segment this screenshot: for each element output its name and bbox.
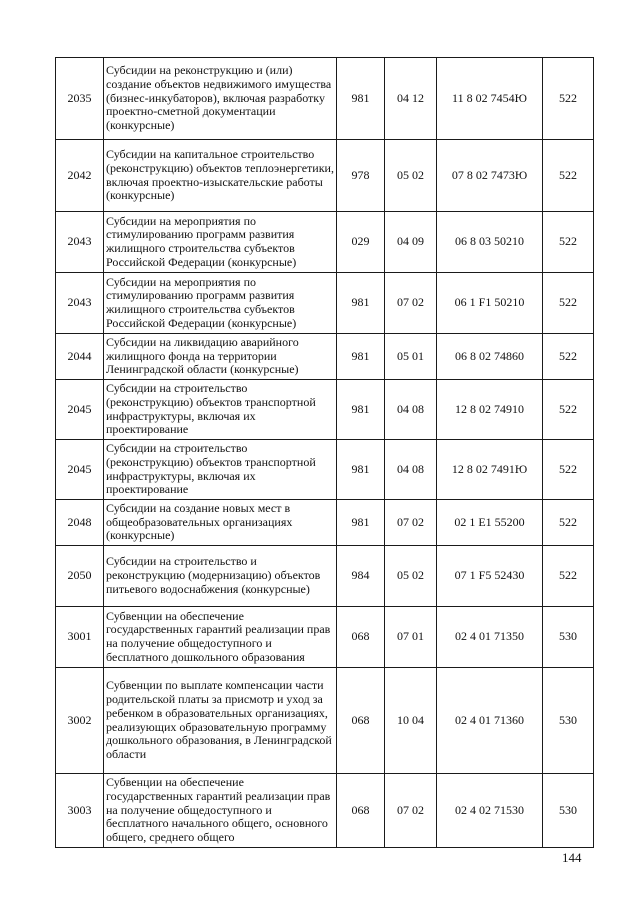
row-target-code: 02 4 01 71350 [437, 607, 543, 668]
row-name: Субсидии на строительство (реконструкцию) объектов транспортной инфраструктуры, включая их проектирование [104, 440, 337, 500]
row-target-code: 12 8 02 74910 [437, 380, 543, 440]
row-admin-code: 978 [337, 140, 385, 212]
row-code: 2043 [56, 273, 104, 334]
table-row [56, 440, 594, 500]
row-section-code: 05 01 [385, 334, 437, 380]
row-name: Субсидии на мероприятия по стимулированию программ развития жилищного строительства субъектов Российской Федерации (конкурсные) [104, 273, 337, 334]
row-name: Субвенции на обеспечение государственных гарантий реализации прав на получение общедоступного и бесплатного начального общего, основного общего, среднего общего [104, 774, 337, 848]
row-name: Субсидии на реконструкцию и (или) создание объектов недвижимого имущества (бизнес-инкубаторов), включая разработку проектно-сметной документации (конкурсные) [104, 58, 337, 140]
row-expense-type: 522 [543, 334, 594, 380]
row-admin-code: 984 [337, 546, 385, 607]
row-section-code: 05 02 [385, 546, 437, 607]
row-section-code: 07 02 [385, 500, 437, 546]
row-expense-type: 522 [543, 380, 594, 440]
row-admin-code: 981 [337, 58, 385, 140]
row-admin-code: 981 [337, 334, 385, 380]
row-name: Субсидии на ликвидацию аварийного жилищного фонда на территории Ленинградской области (конкурсные) [104, 334, 337, 380]
table-row [56, 607, 594, 668]
row-section-code: 07 02 [385, 774, 437, 848]
row-target-code: 06 8 03 50210 [437, 212, 543, 273]
row-code: 2044 [56, 334, 104, 380]
row-admin-code: 068 [337, 607, 385, 668]
table-row [56, 273, 594, 334]
row-expense-type: 522 [543, 140, 594, 212]
row-target-code: 07 1 F5 52430 [437, 546, 543, 607]
row-admin-code: 981 [337, 273, 385, 334]
row-code: 2042 [56, 140, 104, 212]
row-code: 3002 [56, 668, 104, 774]
row-name: Субсидии на строительство и реконструкцию (модернизацию) объектов питьевого водоснабжения (конкурсные) [104, 546, 337, 607]
row-admin-code: 029 [337, 212, 385, 273]
row-expense-type: 522 [543, 546, 594, 607]
table-row [56, 668, 594, 774]
row-admin-code: 981 [337, 380, 385, 440]
row-section-code: 10 04 [385, 668, 437, 774]
row-code: 2043 [56, 212, 104, 273]
row-name: Субвенции на обеспечение государственных гарантий реализации прав на получение общедоступного и бесплатного дошкольного образования [104, 607, 337, 668]
row-name: Субвенции по выплате компенсации части родительской платы за присмотр и уход за ребенком в образовательных организациях, реализующих образовательную программу дошкольного образования, в Ленинградской области [104, 668, 337, 774]
row-admin-code: 981 [337, 440, 385, 500]
row-target-code: 02 1 E1 55200 [437, 500, 543, 546]
row-expense-type: 530 [543, 668, 594, 774]
table-row [56, 58, 594, 140]
row-expense-type: 522 [543, 500, 594, 546]
row-target-code: 07 8 02 7473Ю [437, 140, 543, 212]
row-name: Субсидии на мероприятия по стимулированию программ развития жилищного строительства субъектов Российской Федерации (конкурсные) [104, 212, 337, 273]
row-name: Субсидии на капитальное строительство (реконструкцию) объектов теплоэнергетики, включая проектно-изыскательские работы (конкурсные) [104, 140, 337, 212]
row-admin-code: 068 [337, 668, 385, 774]
row-expense-type: 522 [543, 58, 594, 140]
row-expense-type: 522 [543, 440, 594, 500]
row-expense-type: 530 [543, 774, 594, 848]
row-admin-code: 068 [337, 774, 385, 848]
budget-table [55, 57, 594, 848]
table-row [56, 140, 594, 212]
row-expense-type: 522 [543, 273, 594, 334]
row-target-code: 12 8 02 7491Ю [437, 440, 543, 500]
row-target-code: 06 1 F1 50210 [437, 273, 543, 334]
row-expense-type: 522 [543, 212, 594, 273]
table-row [56, 774, 594, 848]
row-section-code: 05 02 [385, 140, 437, 212]
row-code: 2045 [56, 380, 104, 440]
row-section-code: 07 01 [385, 607, 437, 668]
row-section-code: 04 12 [385, 58, 437, 140]
table-row [56, 380, 594, 440]
table-row [56, 212, 594, 273]
row-name: Субсидии на строительство (реконструкцию) объектов транспортной инфраструктуры, включая их проектирование [104, 380, 337, 440]
row-code: 2048 [56, 500, 104, 546]
row-target-code: 11 8 02 7454Ю [437, 58, 543, 140]
row-admin-code: 981 [337, 500, 385, 546]
row-section-code: 04 08 [385, 440, 437, 500]
row-code: 2035 [56, 58, 104, 140]
page-number: 144 [562, 850, 582, 865]
row-code: 2050 [56, 546, 104, 607]
table-row [56, 334, 594, 380]
row-target-code: 02 4 01 71360 [437, 668, 543, 774]
row-section-code: 04 09 [385, 212, 437, 273]
row-target-code: 06 8 02 74860 [437, 334, 543, 380]
row-name: Субсидии на создание новых мест в общеобразовательных организациях (конкурсные) [104, 500, 337, 546]
row-section-code: 07 02 [385, 273, 437, 334]
row-target-code: 02 4 02 71530 [437, 774, 543, 848]
table-row [56, 546, 594, 607]
row-code: 2045 [56, 440, 104, 500]
row-code: 3001 [56, 607, 104, 668]
row-expense-type: 530 [543, 607, 594, 668]
row-code: 3003 [56, 774, 104, 848]
table-row [56, 500, 594, 546]
row-section-code: 04 08 [385, 380, 437, 440]
